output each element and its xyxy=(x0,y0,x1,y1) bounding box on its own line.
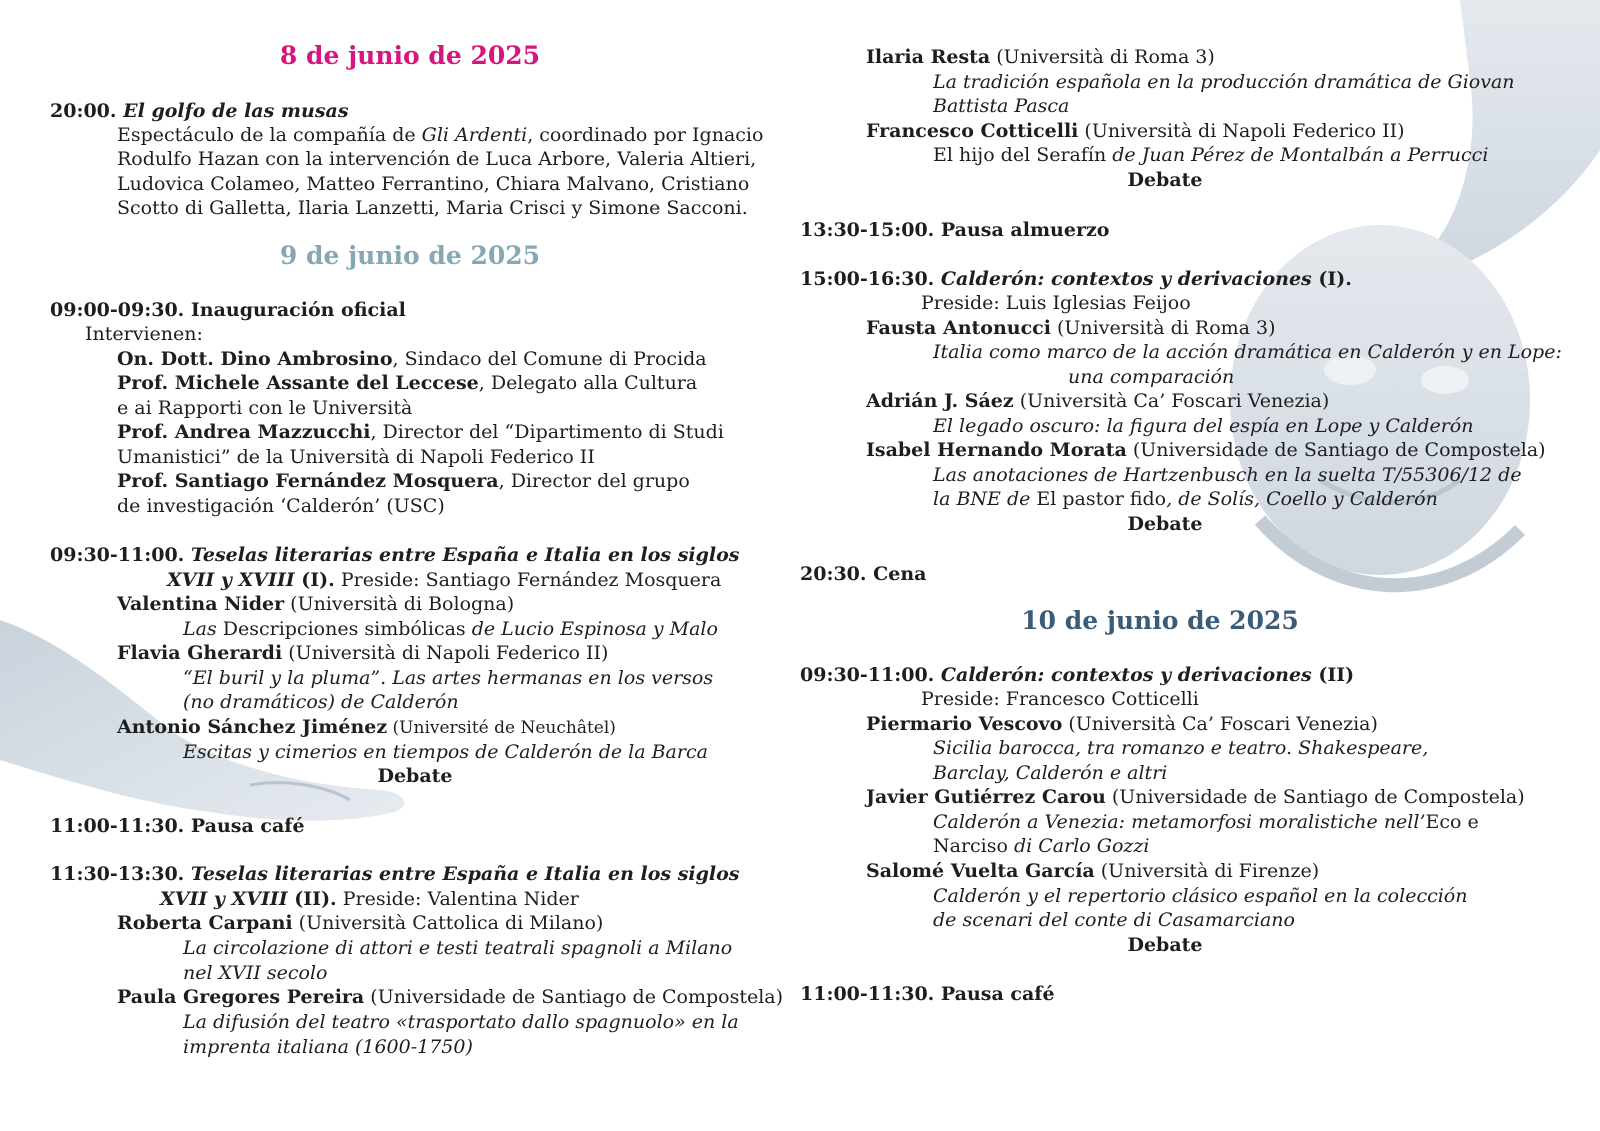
date-heading-june-10: 10 de junio de 2025 xyxy=(1021,606,1299,635)
session-calderon-2-title: 09:30-11:00. Calderón: contextos y derivaciones (II) xyxy=(800,664,1355,686)
talk-title: La tradición española en la producción dramática de Giovan xyxy=(933,71,1515,93)
speaker-line: Antonio Sánchez Jiménez (Université de Neuchâtel) xyxy=(117,716,616,738)
talk-title: La difusión del teatro «trasportato dallo spagnuolo» en la xyxy=(183,1011,739,1033)
speaker-line: e ai Rapporti con le Università xyxy=(117,397,413,419)
speaker-line: de investigación ‘Calderón’ (USC) xyxy=(117,495,445,517)
talk-title: Sicilia barocca, tra romanzo e teatro. Shakespeare, xyxy=(933,737,1429,759)
event-golfo-title: 20:00. El golfo de las musas xyxy=(50,100,349,122)
event-dinner: 20:30. Cena xyxy=(800,563,927,585)
session-calderon-1-title: 15:00-16:30. Calderón: contextos y derivaciones (I). xyxy=(800,268,1352,290)
event-golfo-description: Scotto di Galletta, Ilaria Lanzetti, Maria Crisci y Simone Sacconi. xyxy=(117,197,748,219)
session-teselas-1-title: XVII y XVIII (I). Preside: Santiago Fernández Mosquera xyxy=(167,569,722,591)
talk-title: La circolazione di attori e testi teatrali spagnoli a Milano xyxy=(183,937,733,959)
speaker-line: Flavia Gherardi (Università di Napoli Federico II) xyxy=(117,642,609,664)
speaker-line: Umanistici” de la Università di Napoli Federico II xyxy=(117,446,595,468)
speaker-line: Francesco Cotticelli (Università di Napoli Federico II) xyxy=(866,120,1405,142)
talk-title: Calderón y el repertorio clásico español en la colección xyxy=(933,885,1468,907)
session-preside: Preside: Francesco Cotticelli xyxy=(921,688,1199,710)
speaker-line: Piermario Vescovo (Università Ca’ Foscari Venezia) xyxy=(866,713,1378,735)
speaker-line: Valentina Nider (Università di Bologna) xyxy=(117,593,515,615)
talk-title: de scenari del conte di Casamarciano xyxy=(933,909,1295,931)
talk-title: El hijo del Serafín de Juan Pérez de Montalbán a Perrucci xyxy=(933,144,1489,166)
talk-title: Narciso di Carlo Gozzi xyxy=(933,835,1150,857)
talk-title: la BNE de El pastor fido, de Solís, Coello y Calderón xyxy=(933,488,1438,510)
talk-title: (no dramáticos) de Calderón xyxy=(183,691,459,713)
speaker-line: Roberta Carpani (Università Cattolica di Milano) xyxy=(117,912,604,934)
event-coffee-break: 11:00-11:30. Pausa café xyxy=(800,983,1055,1005)
speaker-line: Adrián J. Sáez (Università Ca’ Foscari Venezia) xyxy=(866,390,1330,412)
event-coffee-break: 11:00-11:30. Pausa café xyxy=(50,815,305,837)
event-golfo-description: Espectáculo de la compañía de Gli Ardenti, coordinado por Ignacio xyxy=(117,124,764,146)
session-preside: Preside: Luis Iglesias Feijoo xyxy=(921,292,1191,314)
session-teselas-2-title: XVII y XVIII (II). Preside: Valentina Nider xyxy=(160,888,579,910)
talk-title: una comparación xyxy=(1068,366,1235,388)
speaker-line: Salomé Vuelta García (Università di Firenze) xyxy=(866,860,1320,882)
intervienen-label: Intervienen: xyxy=(85,323,203,345)
speaker-line: Prof. Michele Assante del Leccese, Delegato alla Cultura xyxy=(117,372,698,394)
talk-title: Barclay, Calderón e altri xyxy=(933,762,1168,784)
speaker-line: Isabel Hernando Morata (Universidade de Santiago de Compostela) xyxy=(866,439,1546,461)
talk-title: Battista Pasca xyxy=(933,95,1070,117)
talk-title: Las Descripciones simbólicas de Lucio Espinosa y Malo xyxy=(183,618,718,640)
talk-title: nel XVII secolo xyxy=(183,962,328,984)
debate-label: Debate xyxy=(1127,513,1203,535)
speaker-line: Paula Gregores Pereira (Universidade de Santiago de Compostela) xyxy=(117,986,784,1008)
date-heading-june-9: 9 de junio de 2025 xyxy=(279,241,541,270)
speaker-line: Prof. Santiago Fernández Mosquera, Director del grupo xyxy=(117,470,690,492)
event-golfo-description: Rodulfo Hazan con la intervención de Luca Arbore, Valeria Altieri, xyxy=(117,148,757,170)
debate-label: Debate xyxy=(1127,169,1203,191)
debate-label: Debate xyxy=(377,765,453,787)
speaker-line: Fausta Antonucci (Università di Roma 3) xyxy=(866,317,1276,339)
debate-label: Debate xyxy=(1127,934,1203,956)
event-inauguration-title: 09:00-09:30. Inauguración oficial xyxy=(50,299,406,321)
speaker-line: On. Dott. Dino Ambrosino, Sindaco del Comune di Procida xyxy=(117,348,707,370)
talk-title: Escitas y cimerios en tiempos de Calderón de la Barca xyxy=(183,741,708,763)
talk-title: “El buril y la pluma”. Las artes hermanas en los versos xyxy=(183,667,714,689)
event-golfo-description: Ludovica Colameo, Matteo Ferrantino, Chiara Malvano, Cristiano xyxy=(117,173,750,195)
speaker-line: Javier Gutiérrez Carou (Universidade de Santiago de Compostela) xyxy=(866,786,1525,808)
session-teselas-2-title: 11:30-13:30. Teselas literarias entre España e Italia en los siglos xyxy=(50,863,740,885)
event-lunch-break: 13:30-15:00. Pausa almuerzo xyxy=(800,219,1110,241)
speaker-line: Prof. Andrea Mazzucchi, Director del “Dipartimento di Studi xyxy=(117,421,724,443)
session-teselas-1-title: 09:30-11:00. Teselas literarias entre España e Italia en los siglos xyxy=(50,544,740,566)
date-heading-june-8: 8 de junio de 2025 xyxy=(279,41,541,70)
talk-title: El legado oscuro: la figura del espía en Lope y Calderón xyxy=(933,415,1474,437)
talk-title: Italia como marco de la acción dramática en Calderón y en Lope: xyxy=(933,341,1562,363)
talk-title: Las anotaciones de Hartzenbusch en la suelta T/55306/12 de xyxy=(933,464,1522,486)
speaker-line: Ilaria Resta (Università di Roma 3) xyxy=(866,46,1215,68)
talk-title: imprenta italiana (1600-1750) xyxy=(183,1036,473,1058)
talk-title: Calderón a Venezia: metamorfosi moralistiche nell’Eco e xyxy=(933,811,1479,833)
